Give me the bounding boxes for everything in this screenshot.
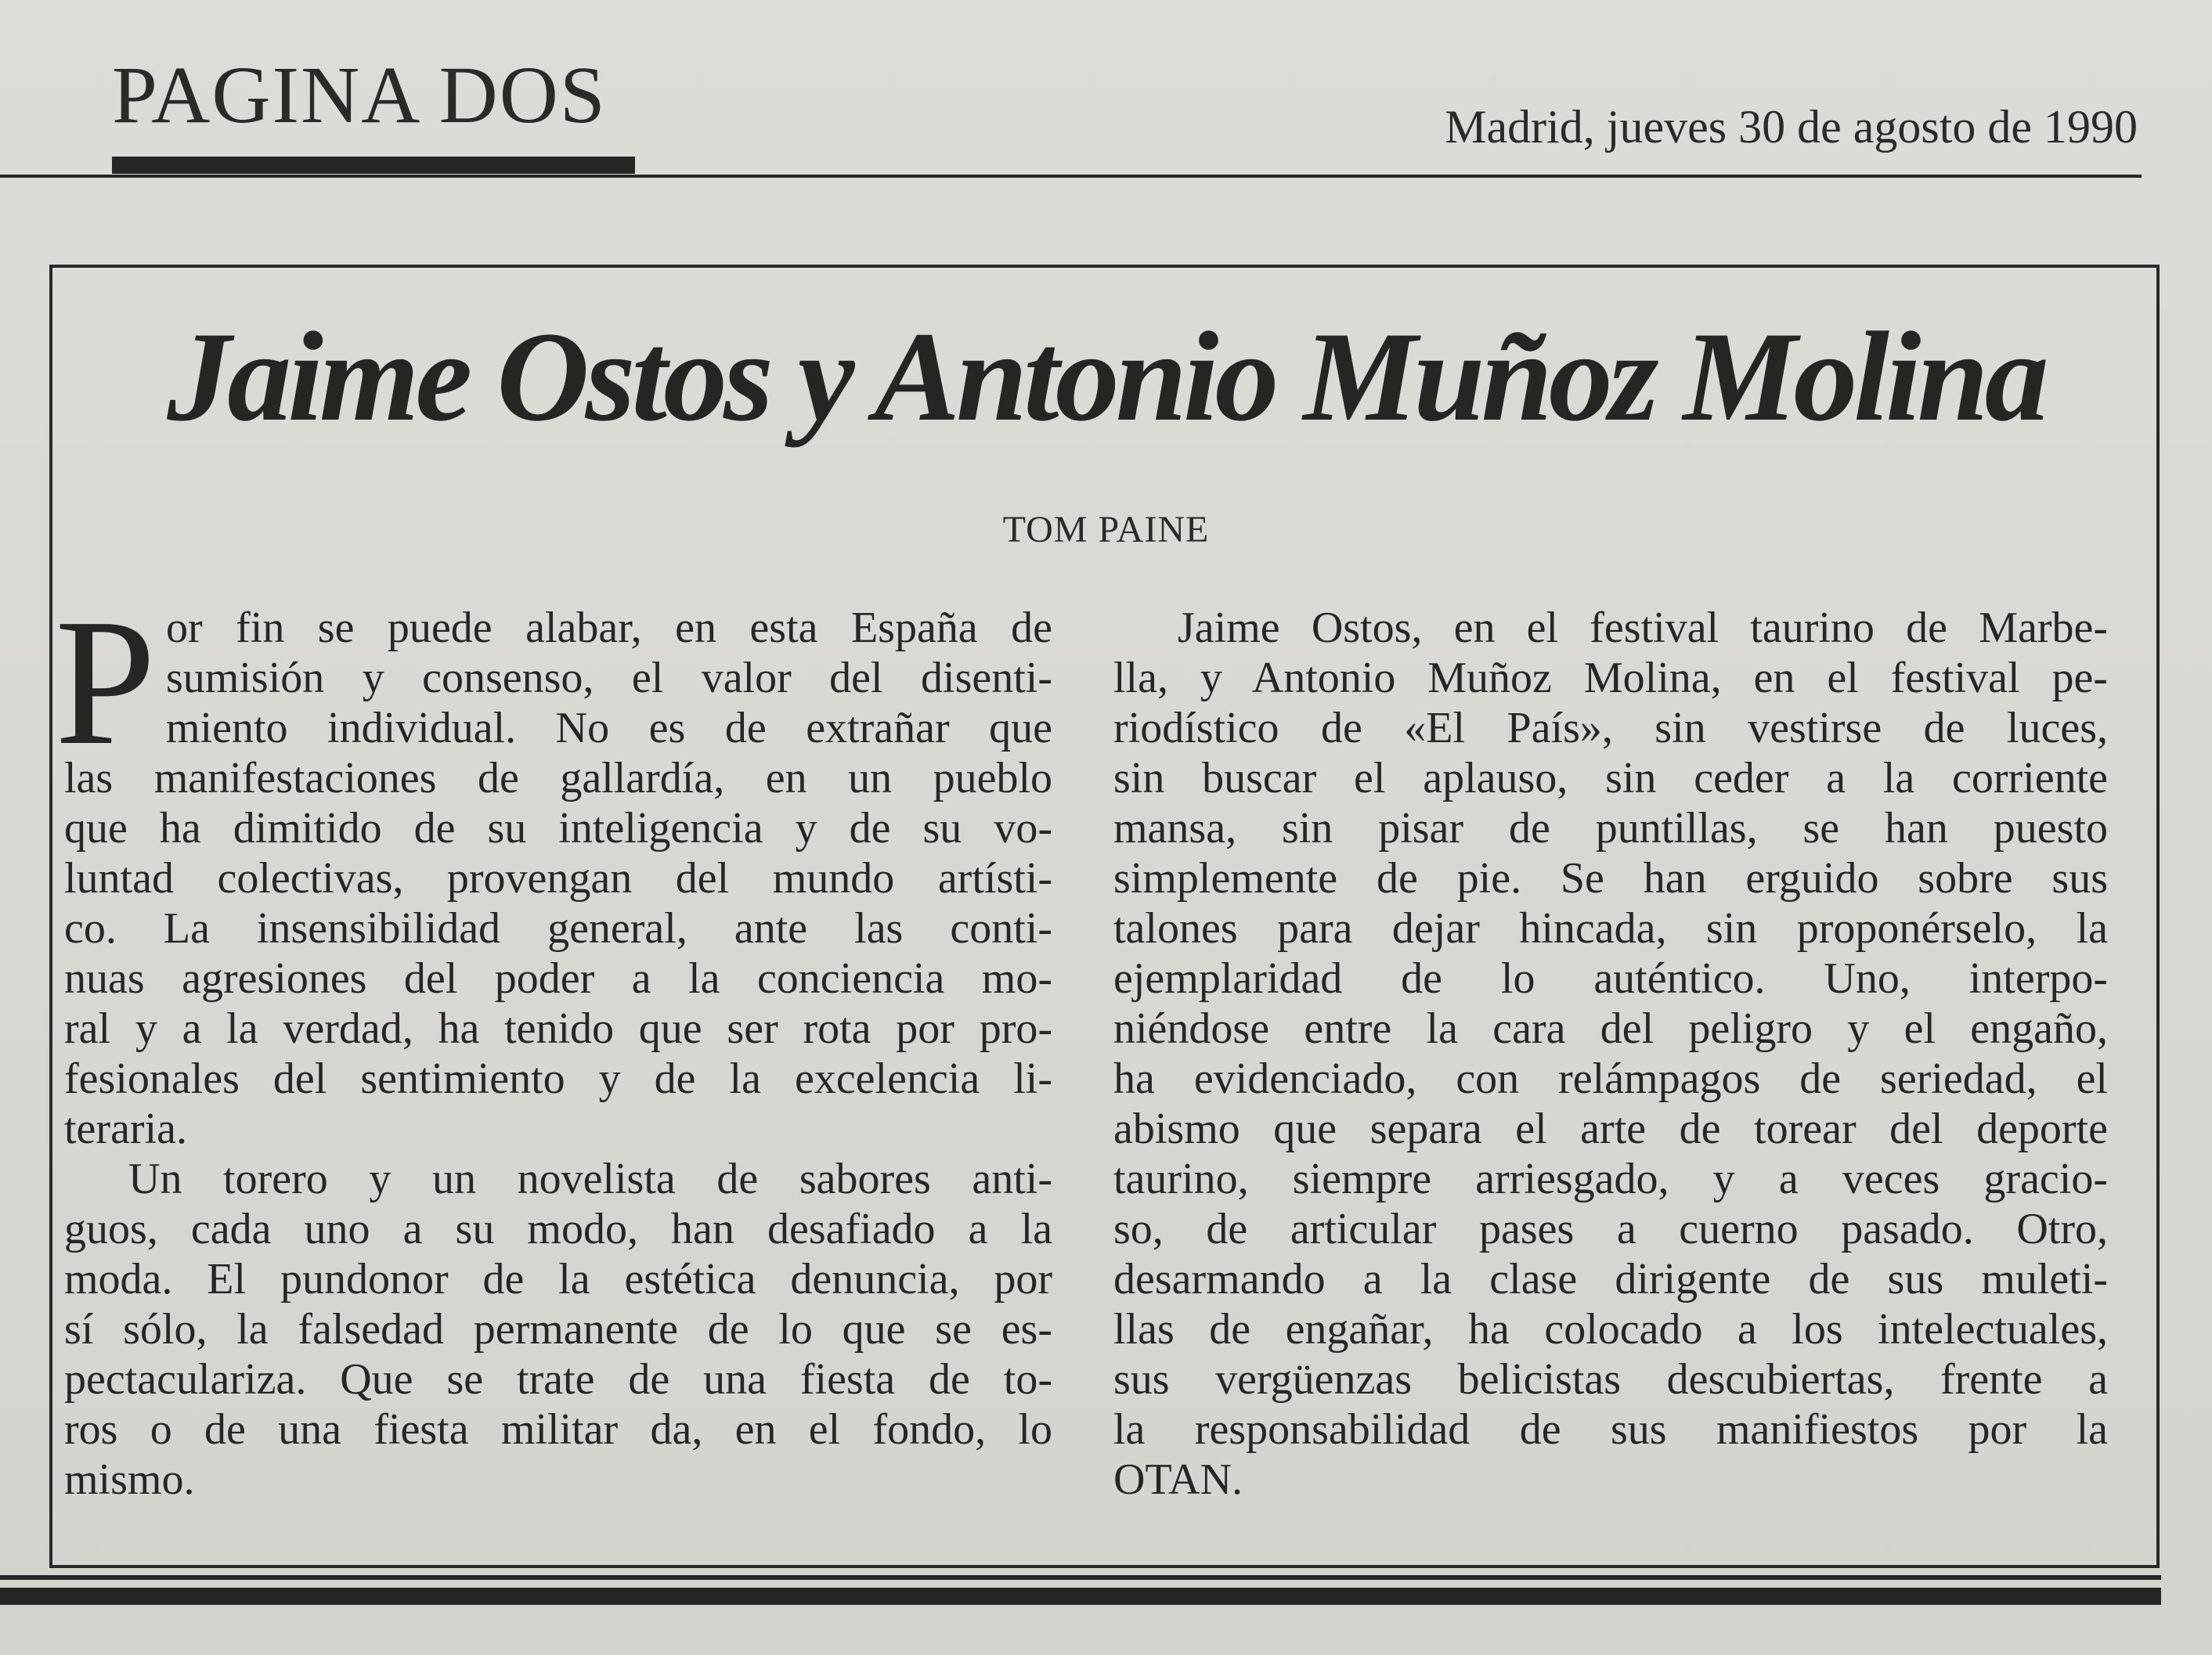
text-line: Un torero y un novelista de sabores anti- xyxy=(128,1155,1052,1203)
section-title: PAGINA DOS xyxy=(112,50,607,140)
text-line: mansa, sin pisar de puntillas, se han puesto xyxy=(1113,804,2108,853)
text-line: talones para dejar hincada, sin proponérselo, la xyxy=(1113,904,2108,953)
drop-cap: P xyxy=(55,582,157,783)
text-line: fesionales del sentimiento y de la excelencia li- xyxy=(64,1055,1052,1103)
text-line: ha evidenciado, con relámpagos de seriedad, el xyxy=(1113,1055,2108,1103)
text-line: miento individual. No es de extrañar que xyxy=(166,704,1052,752)
text-line: las manifestaciones de gallardía, en un pueblo xyxy=(64,754,1052,802)
text-line: nuas agresiones del poder a la conciencia mo- xyxy=(64,954,1052,1003)
header-rule xyxy=(0,175,2142,178)
text-line: simplemente de pie. Se han erguido sobre sus xyxy=(1113,854,2108,903)
text-line: Jaime Ostos, en el festival taurino de Marbe- xyxy=(1178,604,2108,652)
text-line: or fin se puede alabar, en esta España de xyxy=(166,604,1052,652)
text-line: sí sólo, la falsedad permanente de lo que se es- xyxy=(64,1305,1052,1354)
section-title-underline xyxy=(112,157,635,174)
text-line: niéndose entre la cara del peligro y el engaño, xyxy=(1113,1004,2108,1053)
text-line: ejemplaridad de lo auténtico. Uno, interpo- xyxy=(1113,954,2108,1003)
text-line: teraria. xyxy=(64,1105,187,1153)
text-line: desarmando a la clase dirigente de sus muleti- xyxy=(1113,1255,2108,1303)
text-line: pectaculariza. Que se trate de una fiesta de to- xyxy=(64,1355,1052,1404)
text-line: ral y a la verdad, ha tenido que ser rota por pro- xyxy=(64,1004,1052,1053)
text-line: mismo. xyxy=(64,1455,195,1504)
text-line: co. La insensibilidad general, ante las conti- xyxy=(64,904,1052,953)
text-line: moda. El pundonor de la estética denuncia, por xyxy=(64,1255,1052,1303)
article-byline: TOM PAINE xyxy=(1002,509,1210,550)
text-line: la responsabilidad de sus manifiestos por la xyxy=(1113,1405,2108,1454)
text-line: sus vergüenzas belicistas descubiertas, frente a xyxy=(1113,1355,2108,1404)
text-line: sin buscar el aplauso, sin ceder a la corriente xyxy=(1113,754,2108,802)
text-line: llas de engañar, ha colocado a los intelectuales, xyxy=(1113,1305,2108,1354)
dateline: Madrid, jueves 30 de agosto de 1990 xyxy=(1445,101,2138,153)
text-line: taurino, siempre arriesgado, y a veces gracio- xyxy=(1113,1155,2108,1203)
text-line: guos, cada uno a su modo, han desafiado a la xyxy=(64,1205,1052,1253)
text-line: lla, y Antonio Muñoz Molina, en el festival pe- xyxy=(1113,654,2108,702)
text-line: riodístico de «El País», sin vestirse de luces, xyxy=(1113,704,2108,752)
article-headline: Jaime Ostos y Antonio Muñoz Molina xyxy=(167,306,2045,448)
bottom-rule xyxy=(0,1575,2161,1580)
bottom-rule-thick xyxy=(0,1588,2161,1605)
text-line: luntad colectivas, provengan del mundo artísti- xyxy=(64,854,1052,903)
text-line: que ha dimitido de su inteligencia y de su vo- xyxy=(64,804,1052,853)
text-line: OTAN. xyxy=(1113,1455,1243,1504)
text-line: so, de articular pases a cuerno pasado. Otro, xyxy=(1113,1205,2108,1253)
text-line: ros o de una fiesta militar da, en el fondo, lo xyxy=(64,1405,1052,1454)
text-line: abismo que separa el arte de torear del deporte xyxy=(1113,1105,2108,1153)
text-line: sumisión y consenso, el valor del disenti- xyxy=(166,654,1052,702)
article-column-left xyxy=(55,582,1052,1505)
article-column-right xyxy=(1113,603,2108,1505)
